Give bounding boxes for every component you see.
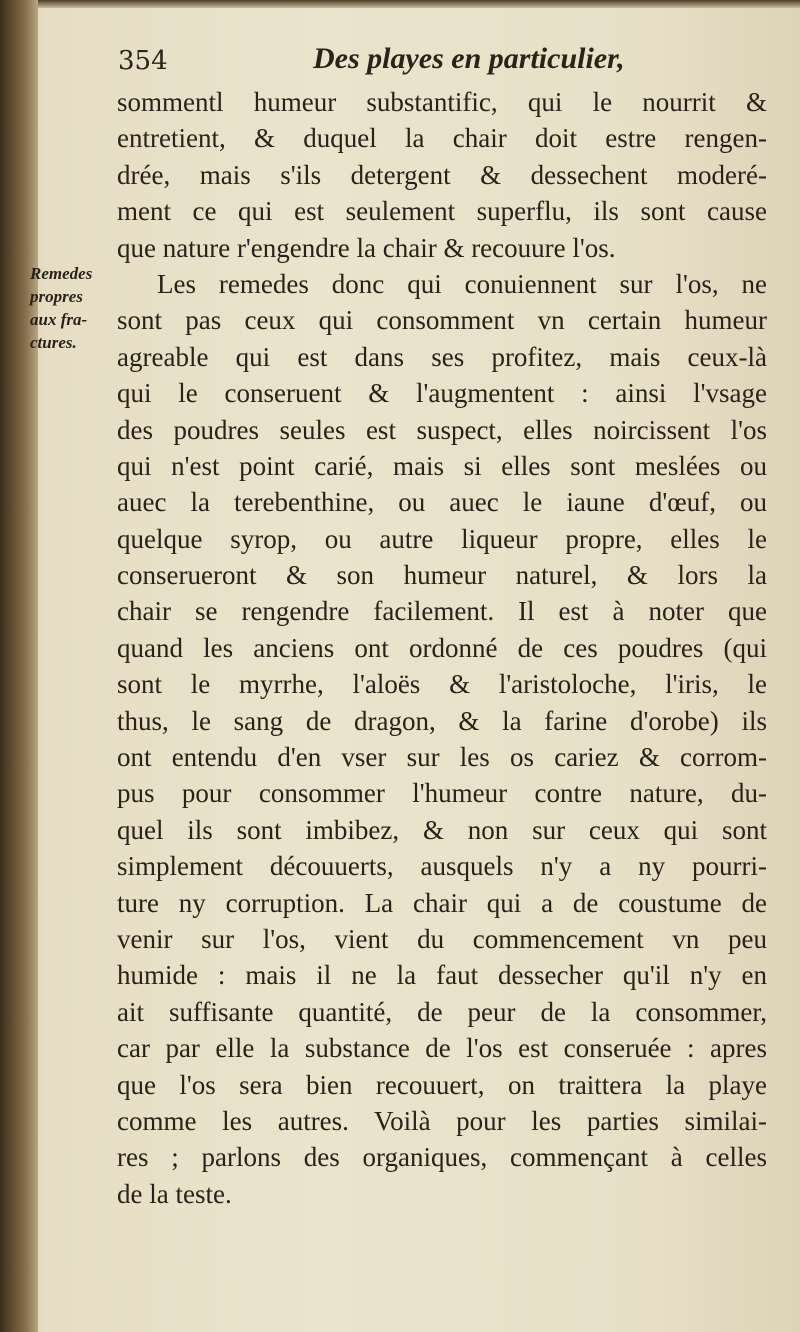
text-line: sommentl humeur substantific, qui le nourrit &: [117, 87, 767, 117]
margin-note-line: aux fra-: [30, 310, 88, 329]
text-line: de la teste.: [117, 1178, 232, 1209]
text-line: res ; parlons des organiques, commençant à celles: [117, 1142, 767, 1173]
text-line: qui n'est point carié, mais si elles sont meslées ou: [117, 450, 767, 481]
text-line: sont le myrrhe, l'aloës & l'aristoloche, l'iris, le: [117, 669, 767, 700]
text-line: que l'os sera bien recouuert, on traittera la playe: [117, 1069, 767, 1100]
text-line: comme les autres. Voilà pour les parties similai-: [117, 1105, 767, 1136]
page-number: 354: [118, 46, 168, 76]
text-line: quelque syrop, ou autre liqueur propre, elles le: [117, 523, 767, 554]
text-line: quand les anciens ont ordonné de ces poudres (qui: [117, 632, 767, 663]
text-line: thus, le sang de dragon, & la farine d'orobe) ils: [117, 705, 767, 736]
text-line: agreable qui est dans ses profitez, mais ceux-là: [117, 341, 767, 372]
text-line: chair se rengendre facilement. Il est à noter que: [117, 596, 767, 627]
text-line: car par elle la substance de l'os est conseruée : apres: [117, 1033, 767, 1064]
text-line: Les remedes donc qui conuiennent sur l'os, ne: [157, 268, 767, 299]
margin-note: [30, 262, 120, 354]
text-line: venir sur l'os, vient du commencement vn peu: [117, 923, 767, 954]
text-line: que nature r'engendre la chair & recouure l'os.: [117, 232, 616, 263]
text-line: auec la terebenthine, ou auec le iaune d'œuf, ou: [117, 487, 767, 518]
body-text: [117, 84, 767, 1212]
book-binding: [0, 0, 38, 1332]
text-line: pus pour consommer l'humeur contre nature, du-: [117, 778, 767, 809]
text-line: sont pas ceux qui consomment vn certain humeur: [117, 305, 767, 336]
text-line: ment ce qui est seulement superflu, ils sont cause: [117, 196, 767, 227]
page-top-edge: [38, 0, 800, 8]
text-line: des poudres seules est suspect, elles noircissent l'os: [117, 414, 767, 445]
text-line: ont entendu d'en vser sur les os cariez & corrom-: [117, 742, 767, 773]
text-line: qui le conseruent & l'augmentent : ainsi l'vsage: [117, 378, 767, 409]
text-line: entretient, & duquel la chair doit estre rengen-: [117, 123, 767, 154]
margin-note-line: ctures.: [30, 333, 77, 352]
margin-note-line: propres: [30, 287, 83, 306]
text-line: ait suffisante quantité, de peur de la consommer,: [117, 996, 767, 1027]
text-line: humide : mais il ne la faut dessecher qu'il n'y en: [117, 960, 767, 991]
text-line: drée, mais s'ils detergent & dessechent moderé-: [117, 159, 767, 190]
text-line: ture ny corruption. La chair qui a de coustume de: [117, 887, 767, 918]
text-line: simplement découuerts, ausquels n'y a ny pourri-: [117, 851, 767, 882]
text-line: quel ils sont imbibez, & non sur ceux qui sont: [117, 814, 767, 845]
running-head: Des playes en particulier,: [313, 42, 625, 75]
page-header: [118, 42, 768, 82]
margin-note-line: Remedes: [30, 264, 93, 283]
text-line: conserueront & son humeur naturel, & lors la: [117, 560, 767, 591]
